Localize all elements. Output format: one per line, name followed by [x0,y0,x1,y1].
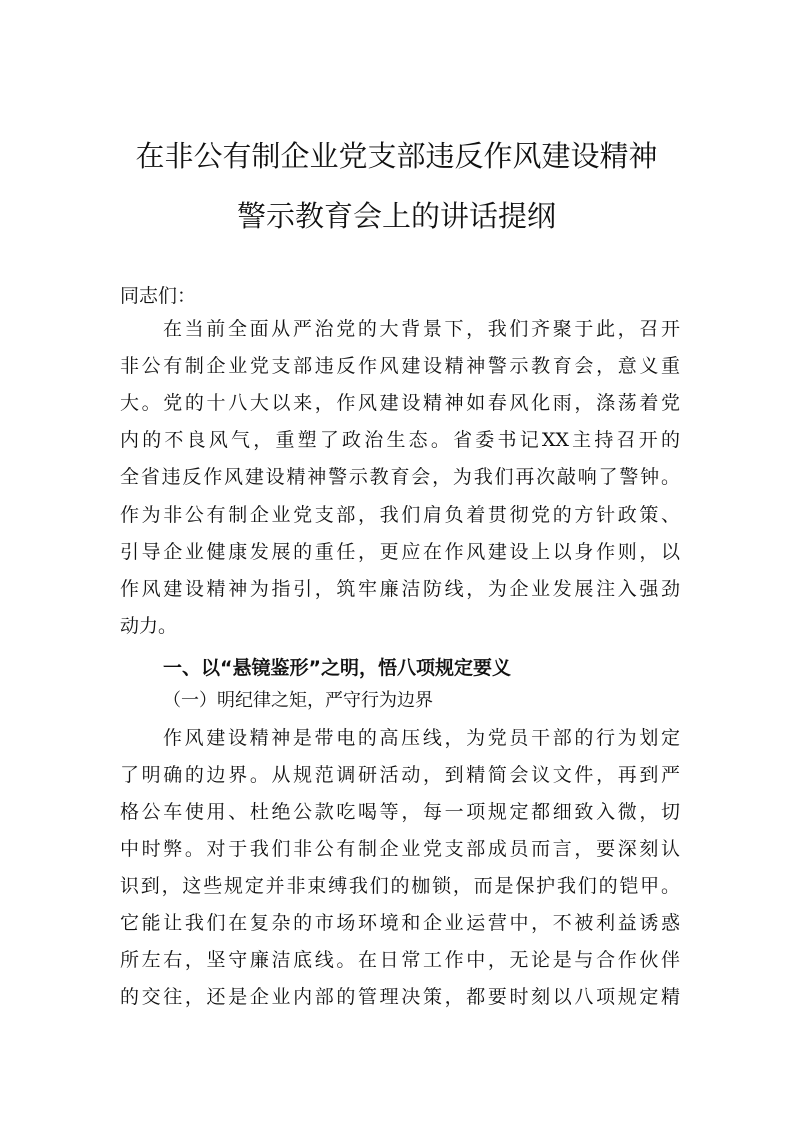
section-heading-1: 一、以“悬镜鉴形”之明，悟八项规定要义 [163,657,511,679]
paragraph-line: 格公车使用、杜绝公款吃喝等，每一项规定都细致入微，切 [120,801,680,823]
paragraph-line: 所左右，坚守廉洁底线。在日常工作中，无论是与合作伙伴 [120,949,680,971]
paragraph-line: 内的不良风气，重塑了政治生态。省委书记XX主持召开的 [120,429,680,451]
paragraph-line: 识到，这些规定并非束缚我们的枷锁，而是保护我们的铠甲。 [120,875,680,897]
paragraph-line: 作风建设精神为指引，筑牢廉洁防线，为企业发展注入强劲 [120,578,680,600]
paragraph-line: 了明确的边界。从规范调研活动，到精简会议文件，再到严 [120,764,680,786]
paragraph-line: 作为非公有制企业党支部，我们肩负着贯彻党的方针政策、 [120,504,680,526]
document-title-line-2: 警示教育会上的讲话提纲 [236,199,556,233]
greeting: 同志们： [120,285,197,307]
paragraph-line: 中时弊。对于我们非公有制企业党支部成员而言，要深刻认 [120,838,680,860]
document-title-line-1: 在非公有制企业党支部违反作风建设精神 [135,139,658,173]
paragraph-line: 动力。 [120,615,178,637]
paragraph-line: 在当前全面从严治党的大背景下，我们齐聚于此，召开 [163,318,680,340]
paragraph-line: 作风建设精神是带电的高压线，为党员干部的行为划定 [163,727,680,749]
paragraph-line: 非公有制企业党支部违反作风建设精神警示教育会，意义重 [120,355,680,377]
paragraph-line: 它能让我们在复杂的市场环境和企业运营中，不被利益诱惑 [120,912,680,934]
paragraph-line: 引导企业健康发展的重任，更应在作风建设上以身作则，以 [120,541,680,563]
paragraph-line: 大。党的十八大以来，作风建设精神如春风化雨，涤荡着党 [120,392,680,414]
subsection-heading-1: （一）明纪律之矩，严守行为边界 [163,690,433,711]
paragraph-line: 的交往，还是企业内部的管理决策，都要时刻以八项规定精 [120,986,680,1008]
paragraph-line: 全省违反作风建设精神警示教育会，为我们再次敲响了警钟。 [120,466,680,488]
